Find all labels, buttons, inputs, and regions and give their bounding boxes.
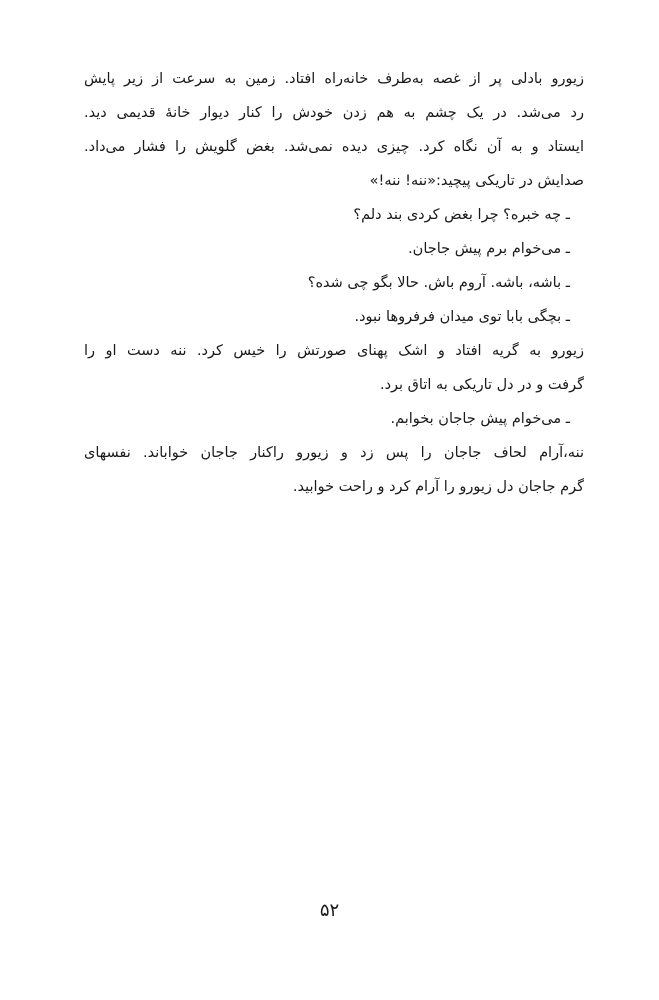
text-line: ننه،آرام لحاف جاجان را پس زد و زیورو راکنار جاجان خواباند. نفسهای	[84, 445, 584, 461]
dialogue-line: ـ می‌خوام برم پیش جاجان.	[408, 241, 570, 257]
dialogue-line: ـ باشه، باشه. آروم باش. حالا بگو چی شده؟	[307, 275, 570, 291]
dialogue-line: ـ می‌خوام پیش جاجان بخوابم.	[390, 411, 570, 427]
text-line: رد می‌شد. در یک چشم به هم زدن خودش را کنار دیوار خانهٔ قدیمی دید.	[84, 105, 584, 121]
text-line: گرفت و در دل تاریکی به اتاق برد.	[379, 377, 584, 393]
dialogue-line: ـ چه خبره؟ چرا بغض کردی بند دلم؟	[353, 207, 570, 223]
text-line: ایستاد و به آن نگاه کرد. چیزی دیده نمی‌شد. بغض گلویش را فشار می‌داد.	[84, 139, 584, 155]
text-line: صدایش در تاریکی پیچید:«ننه! ننه!»	[369, 173, 584, 189]
dialogue-line: ـ بچگی بابا توی میدان فرفروها نبود.	[354, 309, 570, 325]
body-text	[84, 62, 584, 504]
page-number: ۵۲	[319, 900, 340, 921]
text-line: زیورو به گریه افتاد و اشک پهنای صورتش را خیس کرد. ننه دست او را	[84, 343, 584, 359]
text-line: زیورو بادلی پر از غصه به‌طرف خانه‌راه افتاد. زمین به سرعت از زیر پایش	[84, 71, 584, 87]
text-line: گرم جاجان دل زیورو را آرام کرد و راحت خوابید.	[292, 479, 584, 495]
